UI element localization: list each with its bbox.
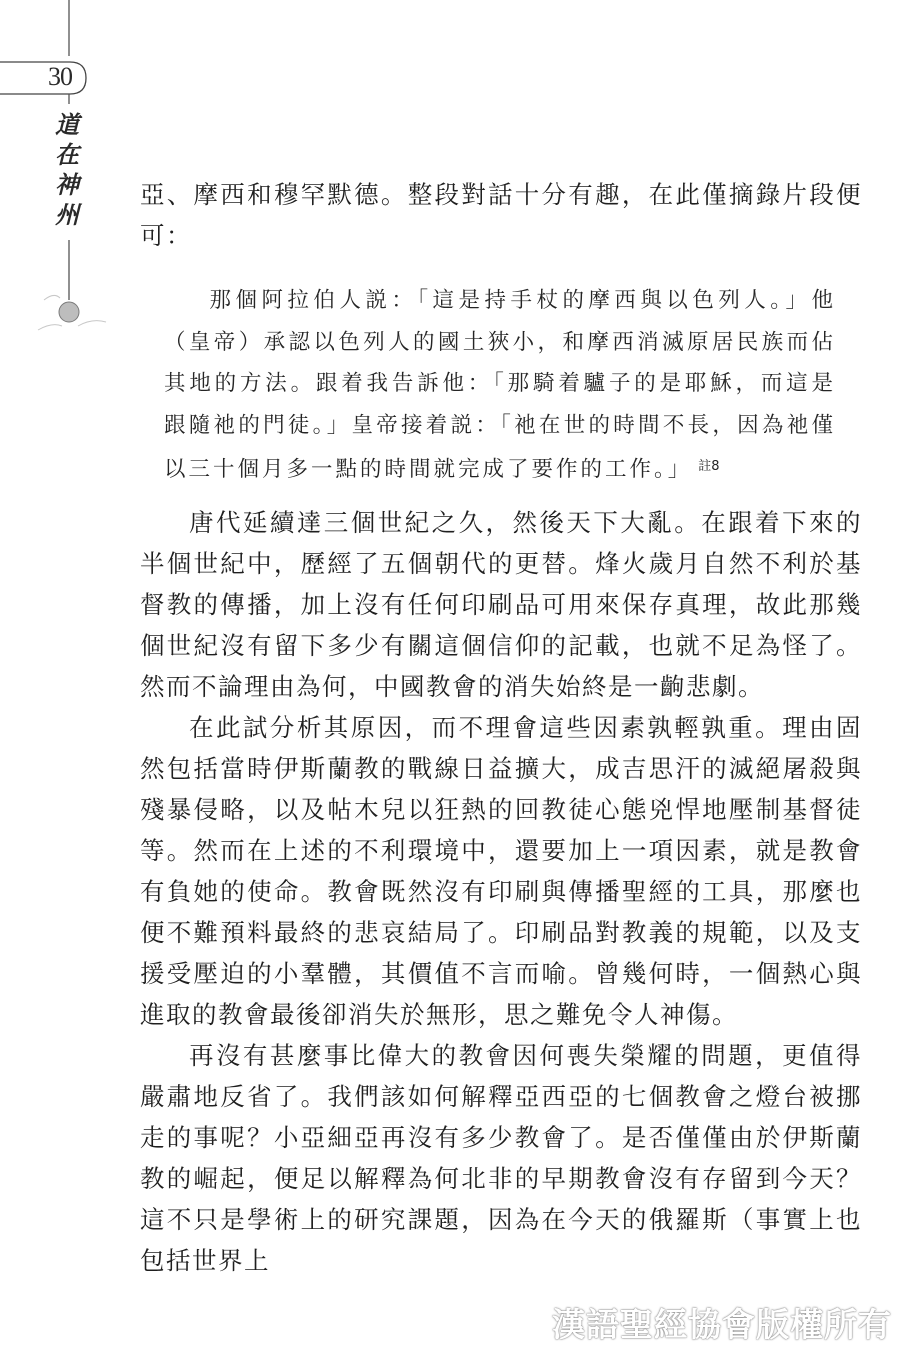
paragraph-4: 再沒有甚麼事比偉大的教會因何喪失榮耀的問題，更值得嚴肅地反省了。我們該如何解釋亞西亞的七個教會之燈台被挪走的事呢？小亞細亞再沒有多少教會了。是否僅僅由於伊斯蘭教的崛起，便足以解釋為何北非的早期教會沒有存留到今天？這不只是學術上的研究課題，因為在今天的俄羅斯（事實上也包括世界上	[140, 1041, 862, 1275]
body-text-top	[140, 174, 862, 256]
paragraph-2: 唐代延續達三個世紀之久，然後天下大亂。在跟着下來的半個世紀中，歷經了五個朝代的更替。烽火歲月自然不利於基督教的傳播，加上沒有任何印刷品可用來保存真理，故此那幾個世紀沒有留下多少有關這個信仰的記載，也就不足為怪了。然而不論理由為何，中國教會的消失始終是一齣悲劇。	[140, 508, 862, 701]
block-quote	[164, 280, 836, 491]
running-title: 道在神州	[55, 111, 79, 229]
copyright-watermark: 漢語聖經協會版權所有	[552, 1305, 892, 1344]
paragraph-3: 在此試分析其原因，而不理會這些因素孰輕孰重。理由固然包括當時伊斯蘭教的戰線日益擴大，成吉思汗的滅絕屠殺與殘暴侵略，以及帖木兒以狂熱的回教徒心態兇悍地壓制基督徒等。然而在上述的不利環境中，還要加上一項因素，就是教會有負她的使命。教會既然沒有印刷與傳播聖經的工具，那麼也便不難預料最終的悲哀結局了。印刷品對教義的規範，以及支援受壓迫的小羣體，其價值不言而喻。曾幾何時，一個熱心與進取的教會最後卻消失於無形，思之難免令人神傷。	[140, 713, 862, 1029]
footnote-reference: 註8	[698, 459, 720, 474]
page-number: 30	[48, 62, 72, 91]
block-quote-text: 那個阿拉伯人説：「這是持手杖的摩西與以色列人。」他（皇帝）承認以色列人的國土狹小，和摩西消滅原居民族而佔其地的方法。跟着我告訴他：「那騎着驢子的是耶穌，而這是跟隨祂的門徒。」皇帝接着説：「祂在世的時間不長，因為祂僅以三十個月多一點的時間就完成了要作的工作。」	[164, 288, 836, 482]
paragraph-1: 亞、摩西和穆罕默德。整段對話十分有趣，在此僅摘錄片段便可：	[140, 180, 862, 250]
body-text-main	[140, 502, 862, 1281]
